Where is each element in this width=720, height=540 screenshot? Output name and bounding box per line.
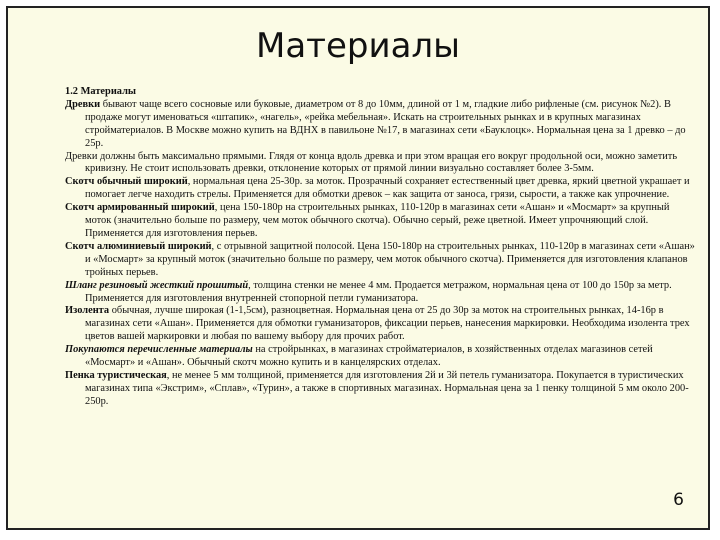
paragraph-foam-mat: [65, 370, 695, 409]
slide-content: [65, 86, 695, 409]
paragraph-text: на стройрынках, в магазинах стройматериалов, в хозяйственных отделах магазинов сетей «Мосмарт» и «Ашан». Обычный скотч можно купить и в канцелярских отделах.: [85, 344, 653, 369]
paragraph-text: , с отрывной защитной полосой. Цена 150-180р на строительных рынках, 110-120р в магазинах сети «Ашан» и «Мосмарт» за крупный моток (значительно больше по размеру, чем моток обычного скотча). Применяется для изготовления клапанов тройных перьев.: [85, 240, 695, 278]
slide-title: Материалы: [256, 26, 460, 66]
paragraph-text: Древки должны быть максимально прямыми. Глядя от конца вдоль древка и при этом вращая его вокруг продольной оси, можно заметить кривизну. Не стоит использовать древки, отклонение которых от прямой линии визуально составляет более 3-5мм.: [65, 150, 678, 175]
paragraph-drevki: [65, 99, 695, 151]
slide: [6, 6, 710, 530]
paragraph-rubber-hose: [65, 280, 695, 306]
paragraph-tape-regular: [65, 176, 695, 202]
term: Изолента: [65, 305, 110, 317]
term: Скотч обычный широкий: [65, 176, 188, 188]
term: Шланг резиновый жесткий прошитый: [65, 279, 249, 291]
term: Скотч алюминиевый широкий: [65, 240, 212, 252]
term: Древки: [65, 98, 101, 110]
term: Скотч армированный широкий: [65, 202, 215, 214]
paragraph-text: , нормальная цена 25-30р. за моток. Прозрачный сохраняет естественный цвет древка, яркий цветной украшает и помогает легче находить стрелы. Применяется для обмотки древок – как защита от заноса, грязи, сырости, а также как упрочнение.: [85, 176, 690, 201]
paragraph-tape-reinforced: [65, 202, 695, 241]
paragraph-where-to-buy: [65, 344, 695, 370]
term: Покупаются перечисленные материалы: [65, 344, 253, 356]
section-heading: 1.2 Материалы: [65, 86, 137, 97]
paragraph-insulation-tape: [65, 305, 695, 344]
paragraph-tape-aluminium: [65, 241, 695, 280]
term: Пенка туристическая: [65, 369, 167, 381]
page-number: 6: [673, 490, 684, 510]
paragraph-straightness: [65, 151, 695, 177]
paragraph-text: , не менее 5 мм толщиной, применяется для изготовления 2й и 3й петель гуманизатора. Покупается в туристических магазинах типа «Экстрим», «Сплав», «Турин», а также в спортивных магазинах. Нормальная цена за 1 пенку толщиной 5 мм около 200-250р.: [85, 369, 689, 407]
paragraph-text: бывают чаще всего сосновые или буковые, диаметром от 8 до 10мм, длиной от 1 м, гладкие либо рифленые (см. рисунок №2). В продаже могут именоваться «штапик», «нагель», «рейка мебельная». Искать на строительных рынках и в крупных магазинах стройматериалов. В Москве можно купить на ВДНХ в павильоне №17, в магазинах сети «Бауклоцк». Нормальная цена за 1 древко – до 25р.: [85, 98, 686, 149]
paragraph-text: , толщина стенки не менее 4 мм. Продается метражом, нормальная цена от 100 до 150р за метр. Применяется для изготовления внутренней стопорной петли гуманизатора.: [85, 279, 672, 304]
paragraph-text: , цена 150-180р на строительных рынках, 110-120р в магазинах сети «Ашан» и «Мосмарт» за крупный моток (значительно больше по размеру, чем моток обычного скотча). Обычно серый, реже цветной. Имеет упрочняющий слой. Применяется для изготовления перьев.: [85, 202, 670, 239]
paragraph-text: обычная, лучше широкая (1-1,5см), разноцветная. Нормальная цена от 25 до 30р за моток на строительных рынках, 14-16р в магазинах сети «Ашан». Применяется для обмотки гуманизаторов, фиксации перьев, нанесения маркировки. Необходима изолента трех цветов вашей маркировки и любая по вашему выбору для прочих работ.: [85, 305, 690, 343]
